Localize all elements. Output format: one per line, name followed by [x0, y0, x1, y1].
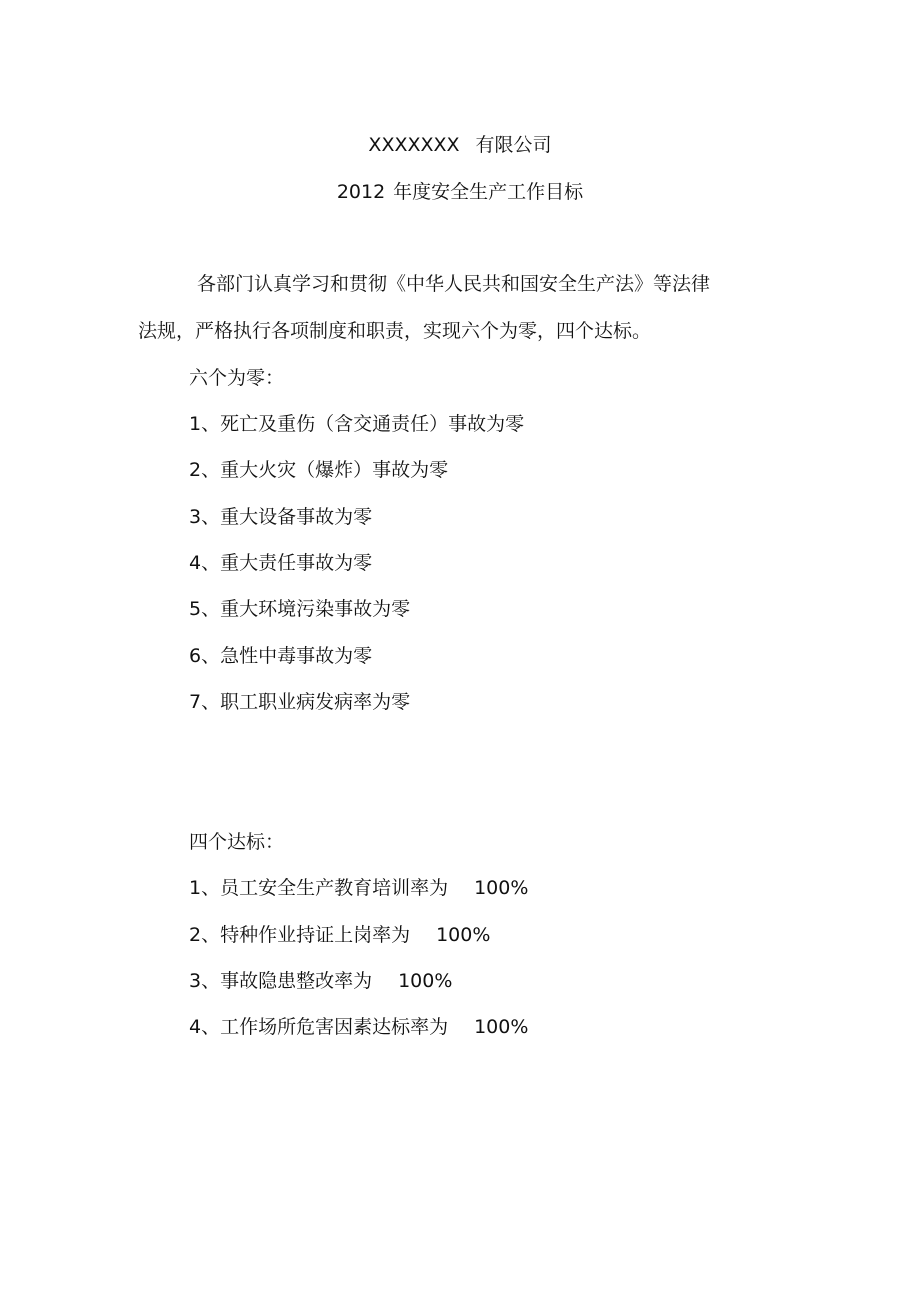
intro-line-2: 法规，严格执行各项制度和职责，实现六个为零，四个达标。 — [138, 320, 652, 342]
standard-value: 100% — [474, 1016, 529, 1038]
standard-label: 3、事故隐患整改率为 — [189, 970, 373, 992]
six-zero-item: 5、重大环境污染事故为零 — [189, 598, 411, 620]
company-code: XXXXXXX — [368, 134, 460, 156]
six-zero-item: 4、重大责任事故为零 — [189, 552, 373, 574]
six-zero-heading: 六个为零： — [189, 367, 285, 389]
six-zero-item: 2、重大火灾（爆炸）事故为零 — [189, 459, 449, 481]
document-year: 2012 — [336, 181, 386, 203]
standard-value: 100% — [436, 924, 491, 946]
six-zero-item: 1、死亡及重伤（含交通责任）事故为零 — [189, 413, 525, 435]
company-suffix: 有限公司 — [475, 134, 552, 156]
six-zero-item: 6、急性中毒事故为零 — [189, 645, 373, 667]
four-standards-heading: 四个达标： — [189, 831, 285, 853]
six-zero-item: 7、职工职业病发病率为零 — [189, 691, 411, 713]
standard-label: 4、工作场所危害因素达标率为 — [189, 1016, 449, 1038]
standard-label: 1、员工安全生产教育培训率为 — [189, 877, 449, 899]
company-title — [0, 133, 920, 157]
four-standards-item — [189, 876, 528, 900]
intro-line-1: 各部门认真学习和贯彻《中华人民共和国安全生产法》等法律 — [197, 273, 711, 295]
four-standards-item — [189, 969, 452, 993]
standard-label: 2、特种作业持证上岗率为 — [189, 924, 411, 946]
standard-value: 100% — [398, 970, 453, 992]
document-title — [0, 180, 920, 204]
document-title-text: 年度安全生产工作目标 — [393, 181, 584, 203]
standard-value: 100% — [474, 877, 529, 899]
six-zero-item: 3、重大设备事故为零 — [189, 506, 373, 528]
four-standards-item — [189, 923, 490, 947]
four-standards-item — [189, 1015, 528, 1039]
